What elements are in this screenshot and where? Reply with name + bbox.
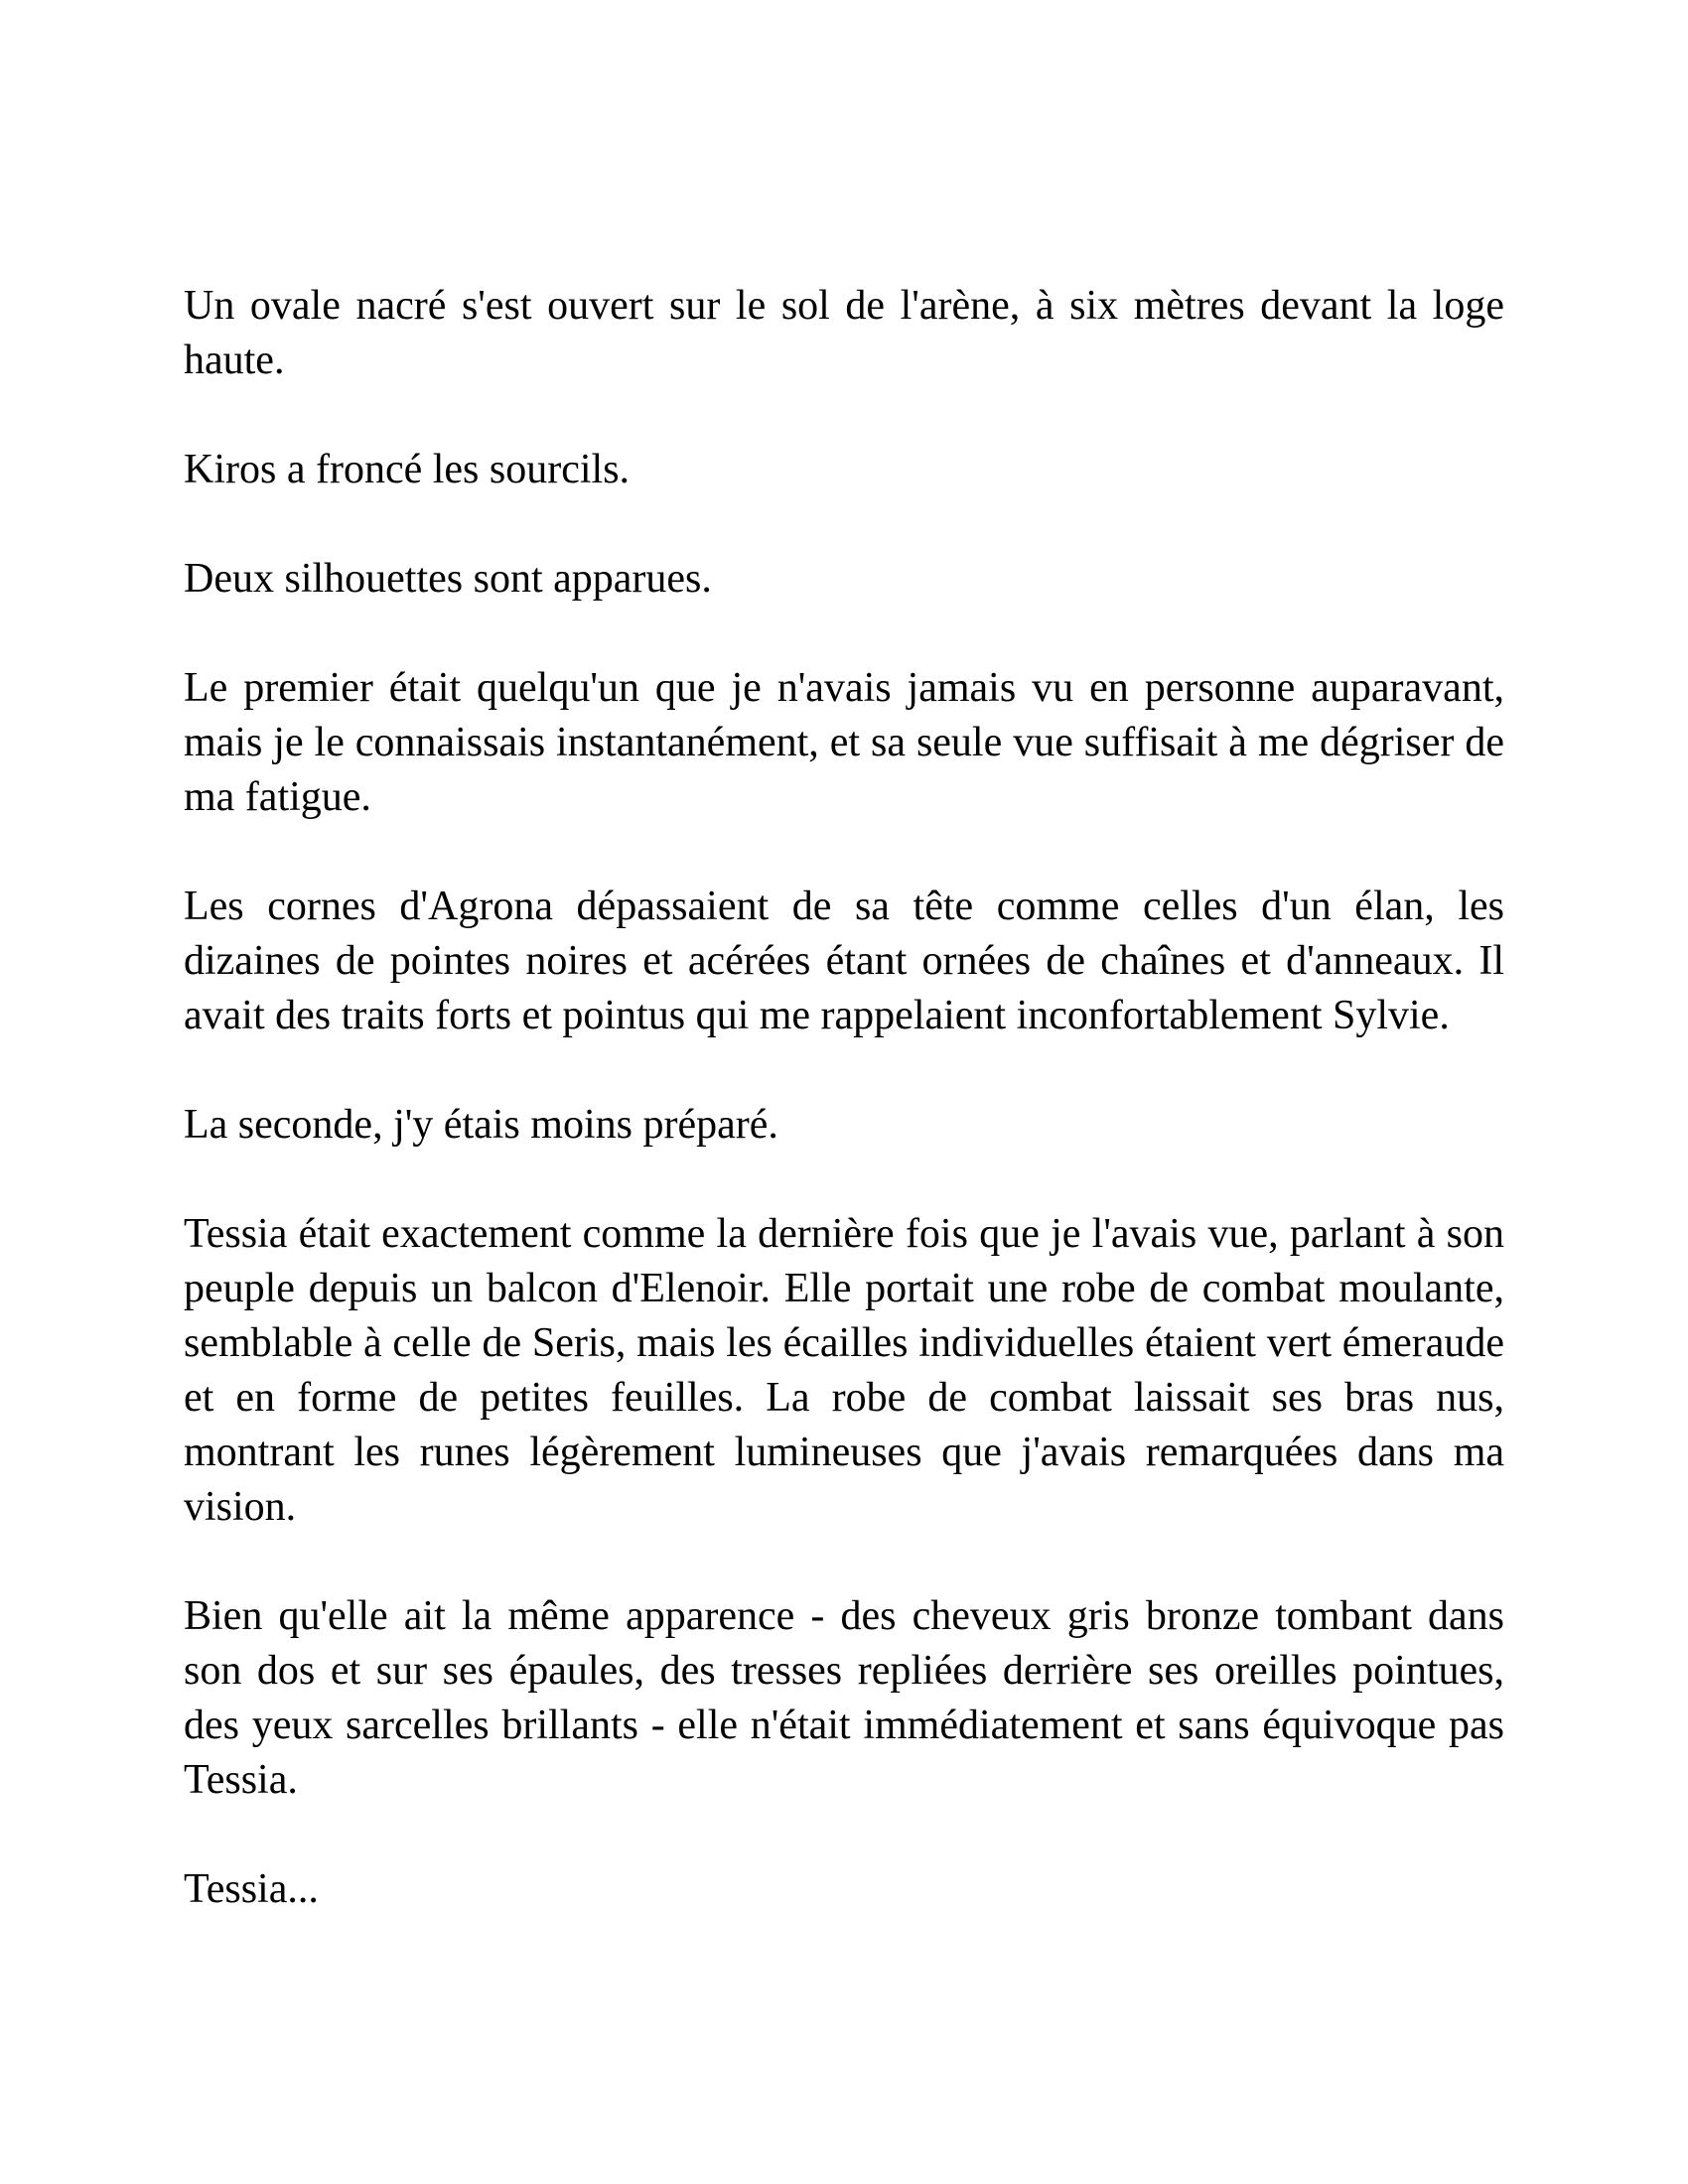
paragraph: Bien qu'elle ait la même apparence - des cheveux gris bronze tombant dans son dos et sur ses épaules, des tresses repliées derrière ses oreilles pointues, des yeux sarcelles brillants - elle n'était immédiatement et sans équivoque pas Tessia. xyxy=(184,1593,1504,1803)
paragraph: Les cornes d'Agrona dépassaient de sa tête comme celles d'un élan, les dizaines de pointes noires et acérées étant ornées de chaînes et d'anneaux. Il avait des traits forts et pointus qui me rappelaient inconfortablement Sylvie. xyxy=(184,884,1504,1038)
paragraph: Le premier était quelqu'un que je n'avais jamais vu en personne auparavant, mais je le connaissais instantanément, et sa seule vue suffisait à me dégriser de ma fatigue. xyxy=(184,665,1504,820)
paragraph: Tessia... xyxy=(184,1866,319,1912)
paragraph: Kiros a froncé les sourcils. xyxy=(184,447,631,492)
paragraph: Un ovale nacré s'est ouvert sur le sol de l'arène, à six mètres devant la loge haute. xyxy=(184,283,1504,383)
text-block xyxy=(184,279,1504,1917)
paragraph: Tessia était exactement comme la dernière fois que je l'avais vue, parlant à son peuple depuis un balcon d'Elenoir. Elle portait une robe de combat moulante, semblable à celle de Seris, mais les écailles individuelles étaient vert émeraude et en forme de petites feuilles. La robe de combat laissait ses bras nus, montrant les runes légèrement lumineuses que j'avais remarquées dans ma vision. xyxy=(184,1211,1504,1530)
paragraph: La seconde, j'y étais moins préparé. xyxy=(184,1102,778,1148)
paragraph: Deux silhouettes sont apparues. xyxy=(184,556,712,602)
